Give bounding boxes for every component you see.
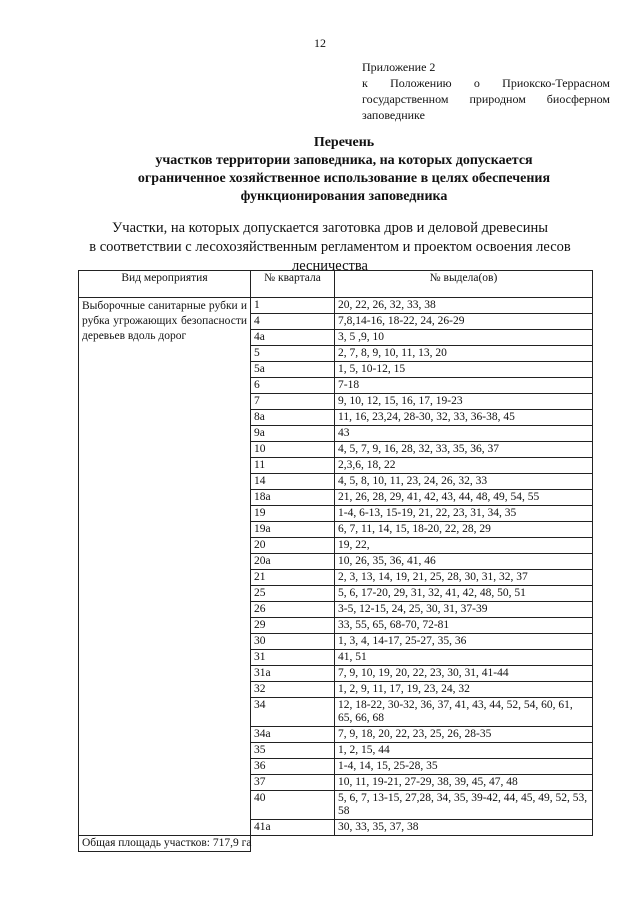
plots-cell: 30, 33, 35, 37, 38 — [335, 820, 593, 836]
plots-cell: 1, 5, 10-12, 15 — [335, 362, 593, 378]
header-quarter: № квартала — [251, 271, 335, 298]
quarter-cell: 40 — [251, 791, 335, 820]
page-number: 12 — [314, 36, 326, 50]
plots-cell: 5, 6, 17-20, 29, 31, 32, 41, 42, 48, 50, 51 — [335, 586, 593, 602]
quarter-cell: 36 — [251, 759, 335, 775]
plots-cell: 20, 22, 26, 32, 33, 38 — [335, 298, 593, 314]
table-body — [79, 298, 593, 836]
plots-cell: 10, 11, 19-21, 27-29, 38, 39, 45, 47, 48 — [335, 775, 593, 791]
quarter-cell: 35 — [251, 743, 335, 759]
plots-cell: 2, 3, 13, 14, 19, 21, 25, 28, 30, 31, 32, 37 — [335, 570, 593, 586]
plots-cell: 1, 2, 9, 11, 17, 19, 23, 24, 32 — [335, 682, 593, 698]
plots-cell: 33, 55, 65, 68-70, 72-81 — [335, 618, 593, 634]
quarter-cell: 4 — [251, 314, 335, 330]
plots-cell: 9, 10, 12, 15, 16, 17, 19-23 — [335, 394, 593, 410]
quarter-cell: 34 — [251, 698, 335, 727]
plots-cell: 19, 22, — [335, 538, 593, 554]
quarter-cell: 31а — [251, 666, 335, 682]
quarter-cell: 18а — [251, 490, 335, 506]
quarter-cell: 19 — [251, 506, 335, 522]
quarter-cell: 29 — [251, 618, 335, 634]
plots-cell: 6, 7, 11, 14, 15, 18-20, 22, 28, 29 — [335, 522, 593, 538]
title-line-2: участков территории заповедника, на которых допускается — [155, 153, 533, 168]
total-row-filler — [251, 836, 593, 852]
plots-cell: 2,3,6, 18, 22 — [335, 458, 593, 474]
header-activity: Вид мероприятия — [79, 271, 251, 298]
total-area: Общая площадь участков: 717,9 га — [79, 836, 251, 852]
quarter-cell: 5а — [251, 362, 335, 378]
appendix-line-4: заповеднике — [362, 108, 425, 122]
plots-cell: 11, 16, 23,24, 28-30, 32, 33, 36-38, 45 — [335, 410, 593, 426]
appendix-line-1: Приложение 2 — [362, 60, 436, 74]
plots-cell: 1-4, 14, 15, 25-28, 35 — [335, 759, 593, 775]
quarter-cell: 10 — [251, 442, 335, 458]
quarter-cell: 21 — [251, 570, 335, 586]
title-line-1: Перечень — [313, 135, 375, 150]
caption-line-1: Участки, на которых допускается заготовка дров и деловой древесины — [112, 220, 548, 236]
plots-cell: 3, 5 ,9, 10 — [335, 330, 593, 346]
plots-cell: 41, 51 — [335, 650, 593, 666]
appendix-line-3: государственном природном биосферном — [362, 92, 610, 106]
appendix-note — [362, 59, 610, 123]
plots-cell: 5, 6, 7, 13-15, 27,28, 34, 35, 39-42, 44, 45, 49, 52, 53, 58 — [335, 791, 593, 820]
quarter-cell: 4а — [251, 330, 335, 346]
plots-cell: 1-4, 6-13, 15-19, 21, 22, 23, 31, 34, 35 — [335, 506, 593, 522]
plots-cell: 3-5, 12-15, 24, 25, 30, 31, 37-39 — [335, 602, 593, 618]
title-line-3: ограниченное хозяйственное использование в целях обеспечения — [137, 171, 551, 186]
plots-table — [78, 270, 593, 852]
quarter-cell: 5 — [251, 346, 335, 362]
plots-cell: 4, 5, 7, 9, 16, 28, 32, 33, 35, 36, 37 — [335, 442, 593, 458]
caption-line-3: лесничества — [292, 258, 368, 274]
quarter-cell: 1 — [251, 298, 335, 314]
table-row — [79, 298, 593, 314]
quarter-cell: 20 — [251, 538, 335, 554]
quarter-cell: 14 — [251, 474, 335, 490]
quarter-cell: 34а — [251, 727, 335, 743]
title-line-4: функционирования заповедника — [240, 189, 448, 204]
quarter-cell: 31 — [251, 650, 335, 666]
quarter-cell: 30 — [251, 634, 335, 650]
caption-line-2: в соответствии с лесохозяйственным регламентом и проектом освоения лесов — [89, 239, 571, 255]
quarter-cell: 26 — [251, 602, 335, 618]
header-plots: № выдела(ов) — [335, 271, 593, 298]
total-row — [79, 836, 593, 852]
plots-cell: 2, 7, 8, 9, 10, 11, 13, 20 — [335, 346, 593, 362]
plots-cell: 7, 9, 10, 19, 20, 22, 23, 30, 31, 41-44 — [335, 666, 593, 682]
quarter-cell: 7 — [251, 394, 335, 410]
plots-cell: 7,8,14-16, 18-22, 24, 26-29 — [335, 314, 593, 330]
plots-cell: 43 — [335, 426, 593, 442]
plots-cell: 4, 5, 8, 10, 11, 23, 24, 26, 32, 33 — [335, 474, 593, 490]
quarter-cell: 8а — [251, 410, 335, 426]
table-header-row — [79, 271, 593, 298]
quarter-cell: 11 — [251, 458, 335, 474]
plots-cell: 12, 18-22, 30-32, 36, 37, 41, 43, 44, 52, 54, 60, 61, 65, 66, 68 — [335, 698, 593, 727]
quarter-cell: 9а — [251, 426, 335, 442]
quarter-cell: 37 — [251, 775, 335, 791]
quarter-cell: 32 — [251, 682, 335, 698]
activity-type-cell: Выборочные санитарные рубки и рубка угрожающих безопасности деревьев вдоль дорог — [79, 298, 251, 836]
table-caption — [20, 219, 640, 276]
plots-cell: 7, 9, 18, 20, 22, 23, 25, 26, 28-35 — [335, 727, 593, 743]
quarter-cell: 6 — [251, 378, 335, 394]
quarter-cell: 19а — [251, 522, 335, 538]
appendix-line-2: к Положению о Приокско-Террасном — [362, 76, 610, 90]
plots-cell: 1, 2, 15, 44 — [335, 743, 593, 759]
plots-cell: 1, 3, 4, 14-17, 25-27, 35, 36 — [335, 634, 593, 650]
plots-cell: 21, 26, 28, 29, 41, 42, 43, 44, 48, 49, 54, 55 — [335, 490, 593, 506]
quarter-cell: 25 — [251, 586, 335, 602]
quarter-cell: 20а — [251, 554, 335, 570]
document-title — [0, 134, 640, 206]
plots-cell: 7-18 — [335, 378, 593, 394]
quarter-cell: 41а — [251, 820, 335, 836]
plots-cell: 10, 26, 35, 36, 41, 46 — [335, 554, 593, 570]
